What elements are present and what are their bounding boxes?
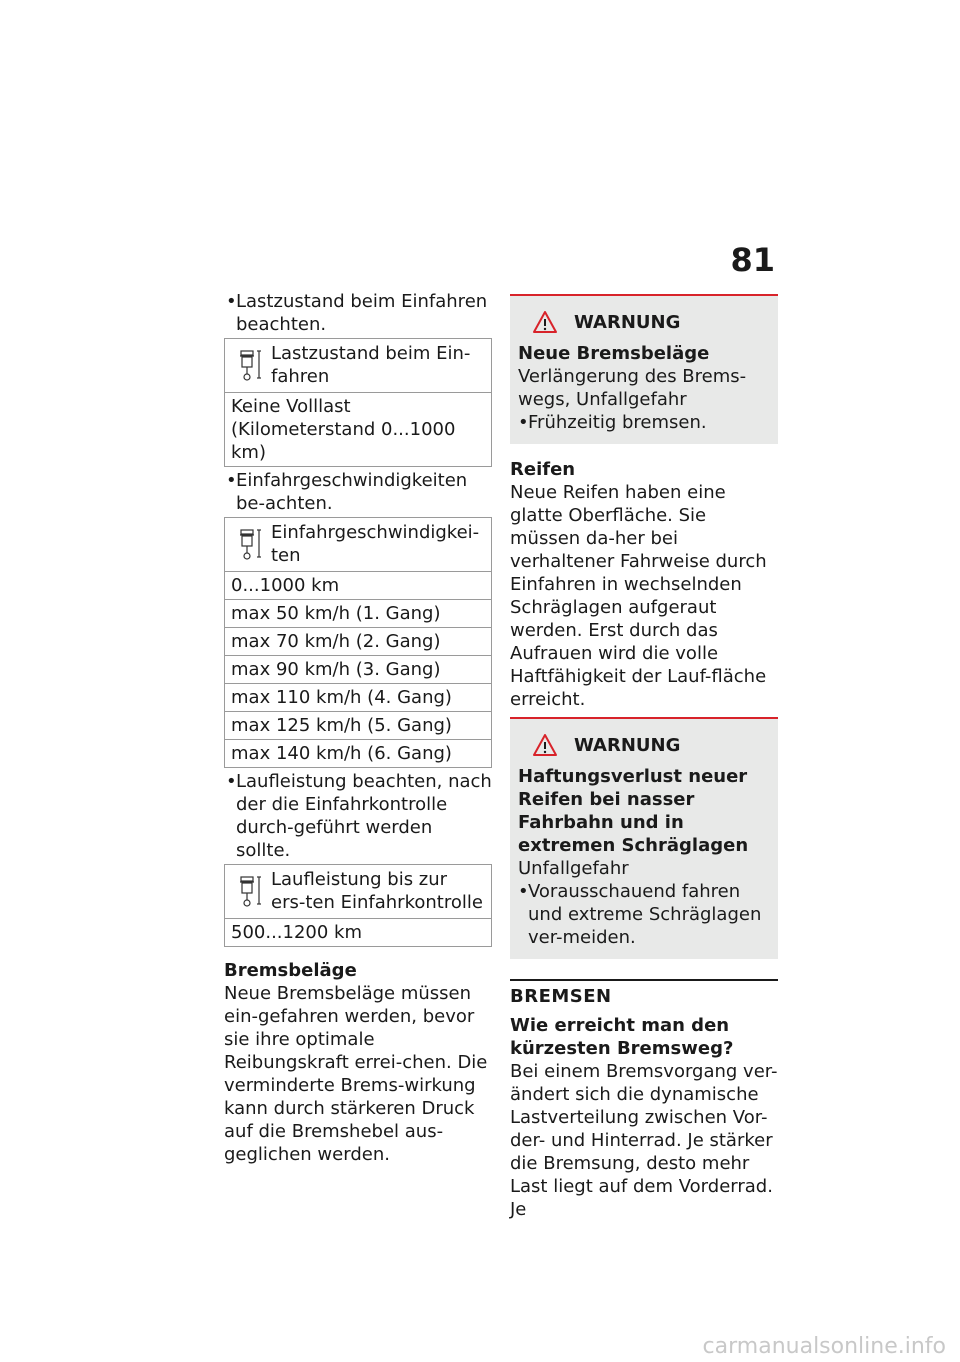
- heading-braking-distance: Wie erreicht man den kürzesten Bremsweg?: [510, 1015, 734, 1059]
- spec-row: max 125 km/h (5. Gang): [225, 711, 491, 739]
- warning-box-brake-pads: [510, 294, 778, 444]
- bullet-text: Laufleistung beachten, nach der die Einfahrkontrolle durch-geführt werden sollte.: [236, 771, 492, 861]
- right-column: [510, 294, 778, 1221]
- heading-tyres: Reifen: [510, 459, 576, 480]
- piston-icon: [229, 868, 271, 914]
- warning-title: Neue Bremsbeläge: [518, 343, 710, 364]
- spec-row: max 140 km/h (6. Gang): [225, 739, 491, 767]
- page-number: 81: [730, 241, 775, 279]
- piston-icon: [229, 342, 271, 388]
- paragraph-brake-pads: Neue Bremsbeläge müssen ein-gefahren werden, bevor sie ihre optimale Reibungskraft errei-chen. Die verminderte Brems-wirkung kann durch stärkeren Druck auf die Bremshebel aus-geglichen werden.: [224, 983, 488, 1165]
- warning-text: Verlängerung des Brems-wegs, Unfallgefahr: [518, 366, 747, 410]
- spec-box-header: [225, 518, 491, 572]
- bullet-item: [224, 469, 492, 515]
- spec-row: max 110 km/h (4. Gang): [225, 683, 491, 711]
- heading-brake-pads: Bremsbeläge: [224, 960, 357, 981]
- bullet-dot: •: [518, 412, 529, 433]
- warning-icon: [532, 733, 558, 757]
- spec-row: max 70 km/h (2. Gang): [225, 627, 491, 655]
- spec-row: 0...1000 km: [231, 575, 340, 596]
- bullet-text: Einfahrgeschwindigkeiten be-achten.: [236, 470, 468, 514]
- spec-box-title: Einfahrgeschwindigkei-ten: [271, 522, 480, 566]
- bullet-text: Lastzustand beim Einfahren beachten.: [236, 291, 488, 335]
- spec-box-header: [225, 865, 491, 919]
- spec-box-title: Lastzustand beim Ein-fahren: [271, 343, 471, 387]
- warning-text: Unfallgefahr: [518, 858, 629, 879]
- warning-bullet: [518, 411, 770, 434]
- warning-bullet: [518, 880, 770, 949]
- paragraph-braking-distance: Bei einem Bremsvorgang ver-ändert sich die dynamische Lastverteilung zwischen Vor-der- und Hinterrad. Je stärker die Bremsung, desto mehr Last liegt auf dem Vorderrad. Je: [510, 1061, 778, 1220]
- spec-row: 500...1200 km: [231, 922, 363, 943]
- spec-box-title: Laufleistung bis zur ers-ten Einfahrkontrolle: [271, 869, 483, 913]
- warning-label: WARNUNG: [574, 311, 681, 333]
- bullet-text: Vorausschauend fahren und extreme Schräglagen ver-meiden.: [528, 881, 762, 948]
- spec-row: max 90 km/h (3. Gang): [225, 655, 491, 683]
- warning-label: WARNUNG: [574, 734, 681, 756]
- paragraph-tyres: Neue Reifen haben eine glatte Oberfläche. Sie müssen da-her bei verhaltener Fahrweise durch Einfahren in wechselnden Schräglagen aufgeraut werden. Erst durch das Aufrauen wird die volle Haftfähigkeit der Lauf-fläche erreicht.: [510, 482, 767, 710]
- bullet-text: Frühzeitig bremsen.: [528, 412, 707, 433]
- section-divider: [510, 979, 778, 1008]
- piston-icon: [229, 521, 271, 567]
- warning-box-tyres: [510, 717, 778, 959]
- spec-box-header: [225, 339, 491, 393]
- spec-box-mileage: [224, 864, 492, 947]
- warning-header: [532, 733, 770, 757]
- spec-box-load: [224, 338, 492, 467]
- spec-row: Keine Volllast (Kilometerstand 0...1000 km): [231, 396, 456, 463]
- bullet-dot: •: [226, 771, 237, 792]
- bullet-item: [224, 770, 492, 862]
- bullet-item: [224, 290, 492, 336]
- spec-box-speeds: [224, 517, 492, 768]
- left-column: [224, 290, 492, 1166]
- spec-row: max 50 km/h (1. Gang): [225, 599, 491, 627]
- bullet-dot: •: [518, 881, 529, 902]
- bullet-dot: •: [226, 291, 237, 312]
- watermark-link[interactable]: carmanualsonline.info: [702, 1334, 946, 1359]
- warning-title: Haftungsverlust neuer Reifen bei nasser Fahrbahn und in extremen Schräglagen: [518, 766, 749, 856]
- warning-icon: [532, 310, 558, 334]
- section-title: BREMSEN: [510, 986, 612, 1007]
- bullet-dot: •: [226, 470, 237, 491]
- warning-header: [532, 310, 770, 334]
